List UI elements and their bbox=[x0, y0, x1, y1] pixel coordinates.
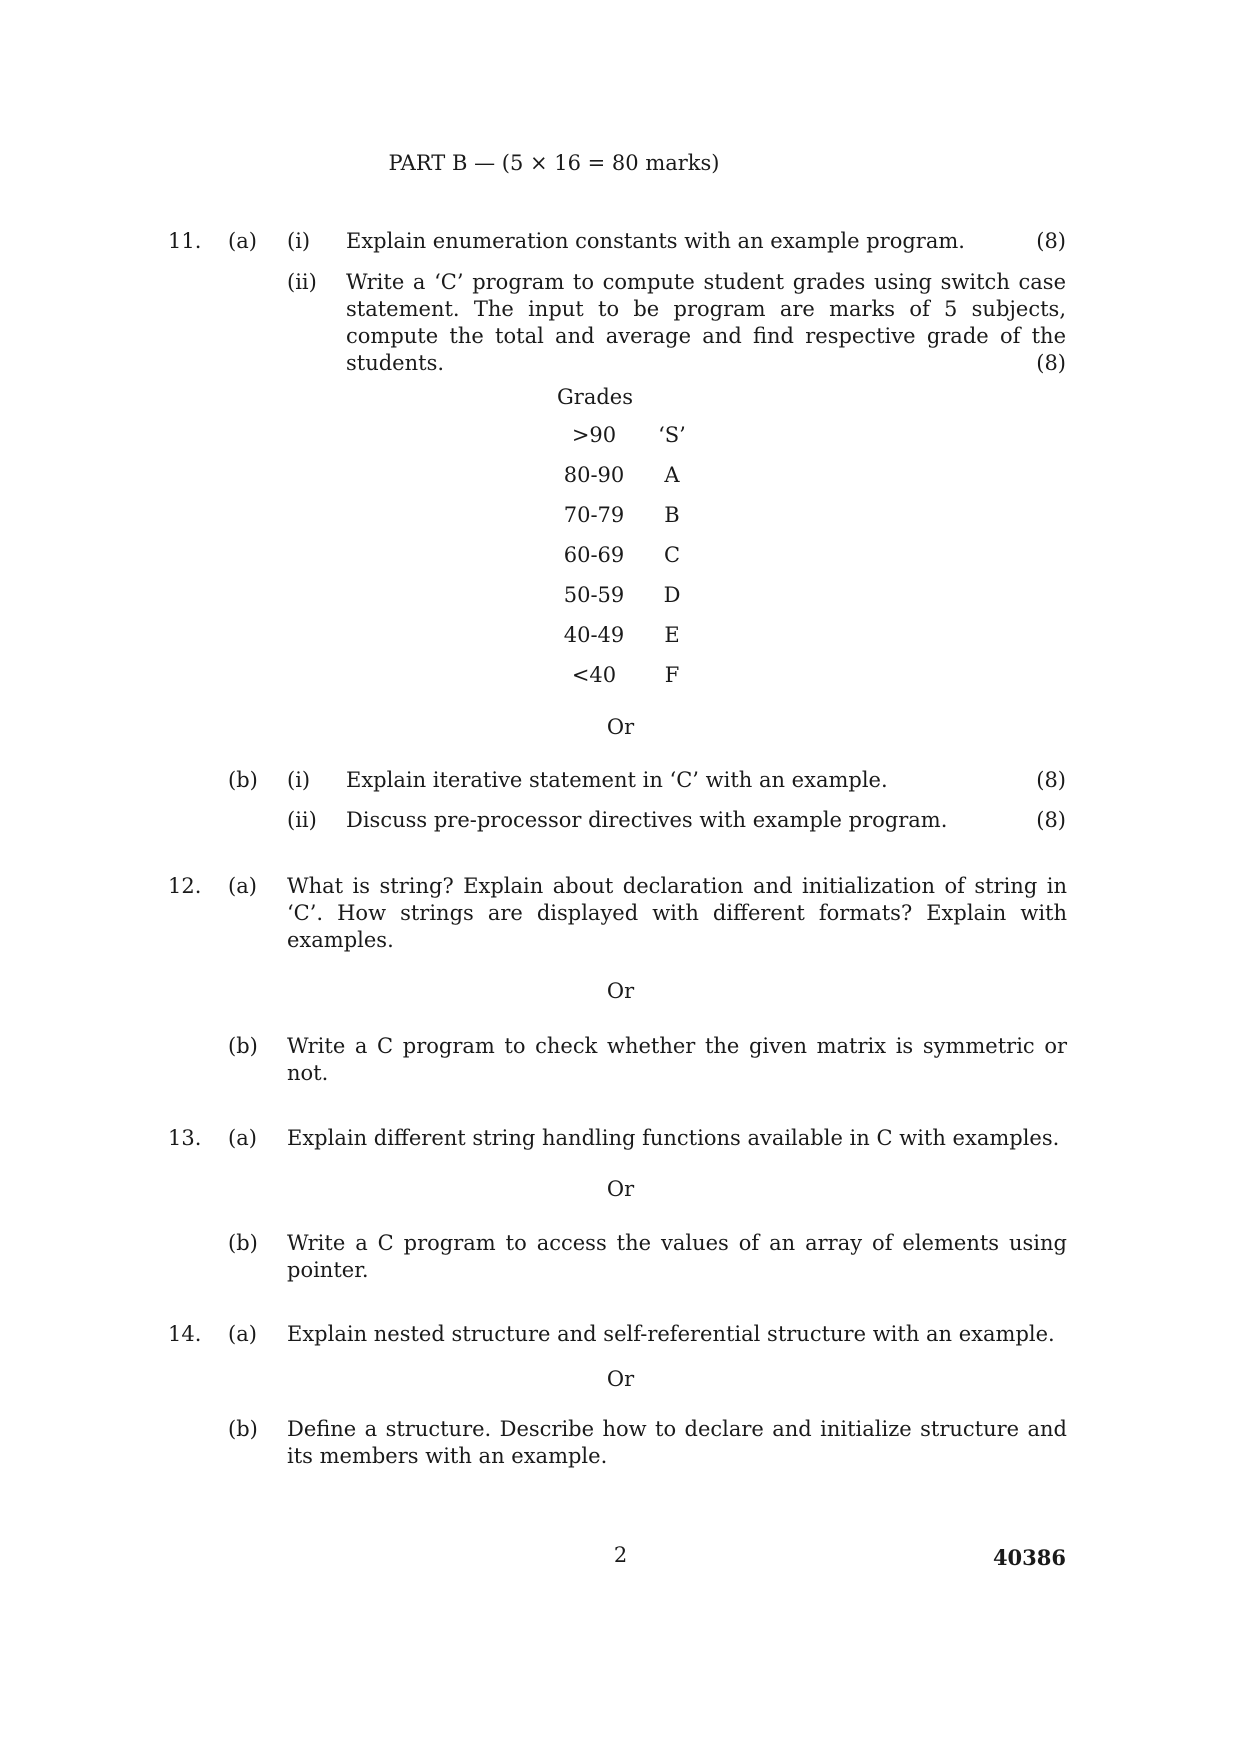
q12-b-text: Write a C program to check whether the given matrix is symmetric or not. bbox=[287, 1034, 1067, 1085]
q13-a-label: (a) bbox=[228, 1126, 257, 1150]
q11-b-i-marks: (8) bbox=[1036, 768, 1066, 792]
or-separator: Or bbox=[606, 1367, 635, 1391]
q11-a-label: (a) bbox=[228, 229, 257, 253]
q14-a-text: Explain nested structure and self-referential structure with an example. bbox=[287, 1322, 1055, 1346]
or-separator: Or bbox=[606, 1177, 635, 1201]
q14-b-label: (b) bbox=[228, 1417, 258, 1441]
grade-range: 40-49 bbox=[563, 623, 625, 647]
q13-a-text: Explain different string handling functions available in C with examples. bbox=[287, 1126, 1060, 1150]
grade-row bbox=[556, 462, 696, 502]
grade-row bbox=[556, 502, 696, 542]
grade-letter: ‘S’ bbox=[658, 423, 686, 447]
grade-row bbox=[556, 662, 696, 702]
grade-range: 50-59 bbox=[563, 583, 625, 607]
grades-title: Grades bbox=[557, 385, 633, 409]
q11-b-i-text: Explain iterative statement in ‘C’ with an example. bbox=[346, 768, 888, 792]
grade-range: 80-90 bbox=[563, 463, 625, 487]
question-number-11: 11. bbox=[168, 229, 202, 253]
question-number-13: 13. bbox=[168, 1126, 202, 1150]
part-heading: PART B — (5 × 16 = 80 marks) bbox=[388, 151, 720, 175]
q11-b-i-label: (i) bbox=[287, 768, 311, 792]
grade-range: <40 bbox=[571, 663, 617, 687]
q11-a-ii-text: Write a ‘C’ program to compute student grades using switch case statement. The input to be program are marks of 5 subjects, compute the total and average and find respective grade of the students. bbox=[346, 270, 1066, 375]
grade-row bbox=[556, 542, 696, 582]
grade-row bbox=[556, 582, 696, 622]
grade-range: 60-69 bbox=[563, 543, 625, 567]
q11-a-ii-marks: (8) bbox=[1036, 351, 1066, 375]
q11-a-ii-label: (ii) bbox=[287, 270, 317, 294]
grade-letter: C bbox=[663, 543, 681, 567]
grade-letter: D bbox=[663, 583, 681, 607]
q11-a-i-text: Explain enumeration constants with an example program. bbox=[346, 229, 965, 253]
q14-a-label: (a) bbox=[228, 1322, 257, 1346]
grade-letter: B bbox=[664, 503, 680, 527]
q13-b-label: (b) bbox=[228, 1231, 258, 1255]
q14-b-text: Define a structure. Describe how to declare and initialize structure and its members with an example. bbox=[287, 1417, 1067, 1468]
q12-a-label: (a) bbox=[228, 874, 257, 898]
grade-letter: F bbox=[664, 663, 680, 687]
or-separator: Or bbox=[606, 715, 635, 739]
q12-b-label: (b) bbox=[228, 1034, 258, 1058]
grade-row bbox=[556, 622, 696, 662]
q11-b-label: (b) bbox=[228, 768, 258, 792]
q11-b-ii-text: Discuss pre-processor directives with example program. bbox=[346, 808, 948, 832]
q11-a-i-marks: (8) bbox=[1036, 229, 1066, 253]
grade-row bbox=[556, 422, 696, 462]
q11-b-ii-marks: (8) bbox=[1036, 808, 1066, 832]
question-number-12: 12. bbox=[168, 874, 202, 898]
q11-a-i-label: (i) bbox=[287, 229, 311, 253]
q12-a-text: What is string? Explain about declaration and initialization of string in ‘C’. How strings are displayed with different formats? Explain with examples. bbox=[287, 874, 1067, 952]
or-separator: Or bbox=[606, 979, 635, 1003]
grade-range: 70-79 bbox=[563, 503, 625, 527]
question-number-14: 14. bbox=[168, 1322, 202, 1346]
paper-code: 40386 bbox=[992, 1545, 1066, 1570]
page-number: 2 bbox=[613, 1543, 628, 1567]
q13-b-text: Write a C program to access the values of an array of elements using pointer. bbox=[287, 1231, 1067, 1282]
q11-b-ii-label: (ii) bbox=[287, 808, 317, 832]
grade-letter: A bbox=[664, 463, 680, 487]
grade-range: >90 bbox=[571, 423, 617, 447]
grade-letter: E bbox=[664, 623, 680, 647]
